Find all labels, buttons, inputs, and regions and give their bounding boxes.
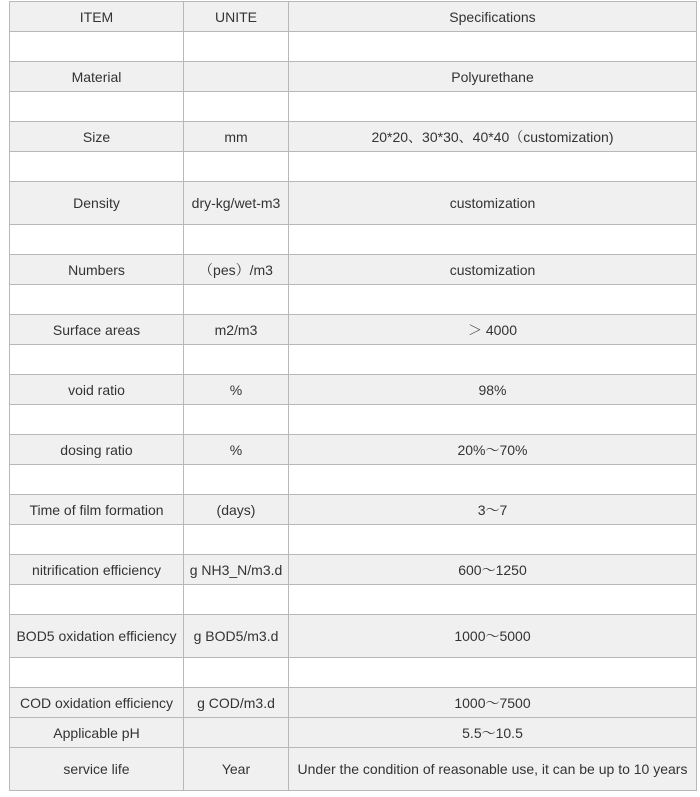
table-row: [10, 615, 697, 658]
item-cell: Numbers: [10, 255, 184, 285]
spacer-row: [10, 585, 697, 615]
item-cell: Surface areas: [10, 315, 184, 345]
unit-cell: g BOD5/m3.d: [184, 615, 289, 658]
table-row: [10, 122, 697, 152]
table-row: [10, 495, 697, 525]
spacer-row: [10, 92, 697, 122]
spec-cell: 98%: [289, 375, 697, 405]
spec-cell: 1000～7500: [289, 688, 697, 718]
header-item: ITEM: [10, 2, 184, 32]
spec-cell: customization: [289, 182, 697, 225]
item-cell: BOD5 oxidation efficiency: [10, 615, 184, 658]
item-cell: Size: [10, 122, 184, 152]
table-row: [10, 718, 697, 748]
unit-cell: Year: [184, 748, 289, 791]
item-cell: void ratio: [10, 375, 184, 405]
table-row: [10, 688, 697, 718]
spec-cell: 20%～70%: [289, 435, 697, 465]
item-cell: COD oxidation efficiency: [10, 688, 184, 718]
unit-cell: g COD/m3.d: [184, 688, 289, 718]
unit-cell: dry-kg/wet-m3: [184, 182, 289, 225]
specifications-table: [9, 1, 697, 791]
table-row: [10, 315, 697, 345]
item-cell: Time of film formation: [10, 495, 184, 525]
spec-cell: 20*20、30*30、40*40（customization): [289, 122, 697, 152]
spec-cell: ＞ 4000: [289, 315, 697, 345]
spec-cell: 5.5～10.5: [289, 718, 697, 748]
table-row: [10, 375, 697, 405]
header-unite: UNITE: [184, 2, 289, 32]
spec-cell: Under the condition of reasonable use, it can be up to 10 years: [289, 748, 697, 791]
unit-cell: g NH3_N/m3.d: [184, 555, 289, 585]
table-row: [10, 555, 697, 585]
unit-cell: (days): [184, 495, 289, 525]
spec-cell: 3～7: [289, 495, 697, 525]
spacer-row: [10, 465, 697, 495]
spacer-row: [10, 405, 697, 435]
table-header-row: [10, 2, 697, 32]
spacer-row: [10, 525, 697, 555]
table-row: [10, 255, 697, 285]
table-row: [10, 748, 697, 791]
spacer-row: [10, 32, 697, 62]
spacer-row: [10, 152, 697, 182]
spacer-row: [10, 658, 697, 688]
unit-cell: [184, 62, 289, 92]
table-row: [10, 62, 697, 92]
spec-cell: 1000～5000: [289, 615, 697, 658]
header-specifications: Specifications: [289, 2, 697, 32]
item-cell: nitrification efficiency: [10, 555, 184, 585]
spacer-row: [10, 285, 697, 315]
spec-cell: 600～1250: [289, 555, 697, 585]
table-row: [10, 182, 697, 225]
unit-cell: m2/m3: [184, 315, 289, 345]
item-cell: Applicable pH: [10, 718, 184, 748]
unit-cell: mm: [184, 122, 289, 152]
spacer-row: [10, 345, 697, 375]
unit-cell: （pes）/m3: [184, 255, 289, 285]
item-cell: dosing ratio: [10, 435, 184, 465]
spacer-row: [10, 225, 697, 255]
unit-cell: %: [184, 435, 289, 465]
item-cell: Material: [10, 62, 184, 92]
table-row: [10, 435, 697, 465]
spec-cell: Polyurethane: [289, 62, 697, 92]
unit-cell: [184, 718, 289, 748]
unit-cell: %: [184, 375, 289, 405]
item-cell: service life: [10, 748, 184, 791]
item-cell: Density: [10, 182, 184, 225]
spec-cell: customization: [289, 255, 697, 285]
